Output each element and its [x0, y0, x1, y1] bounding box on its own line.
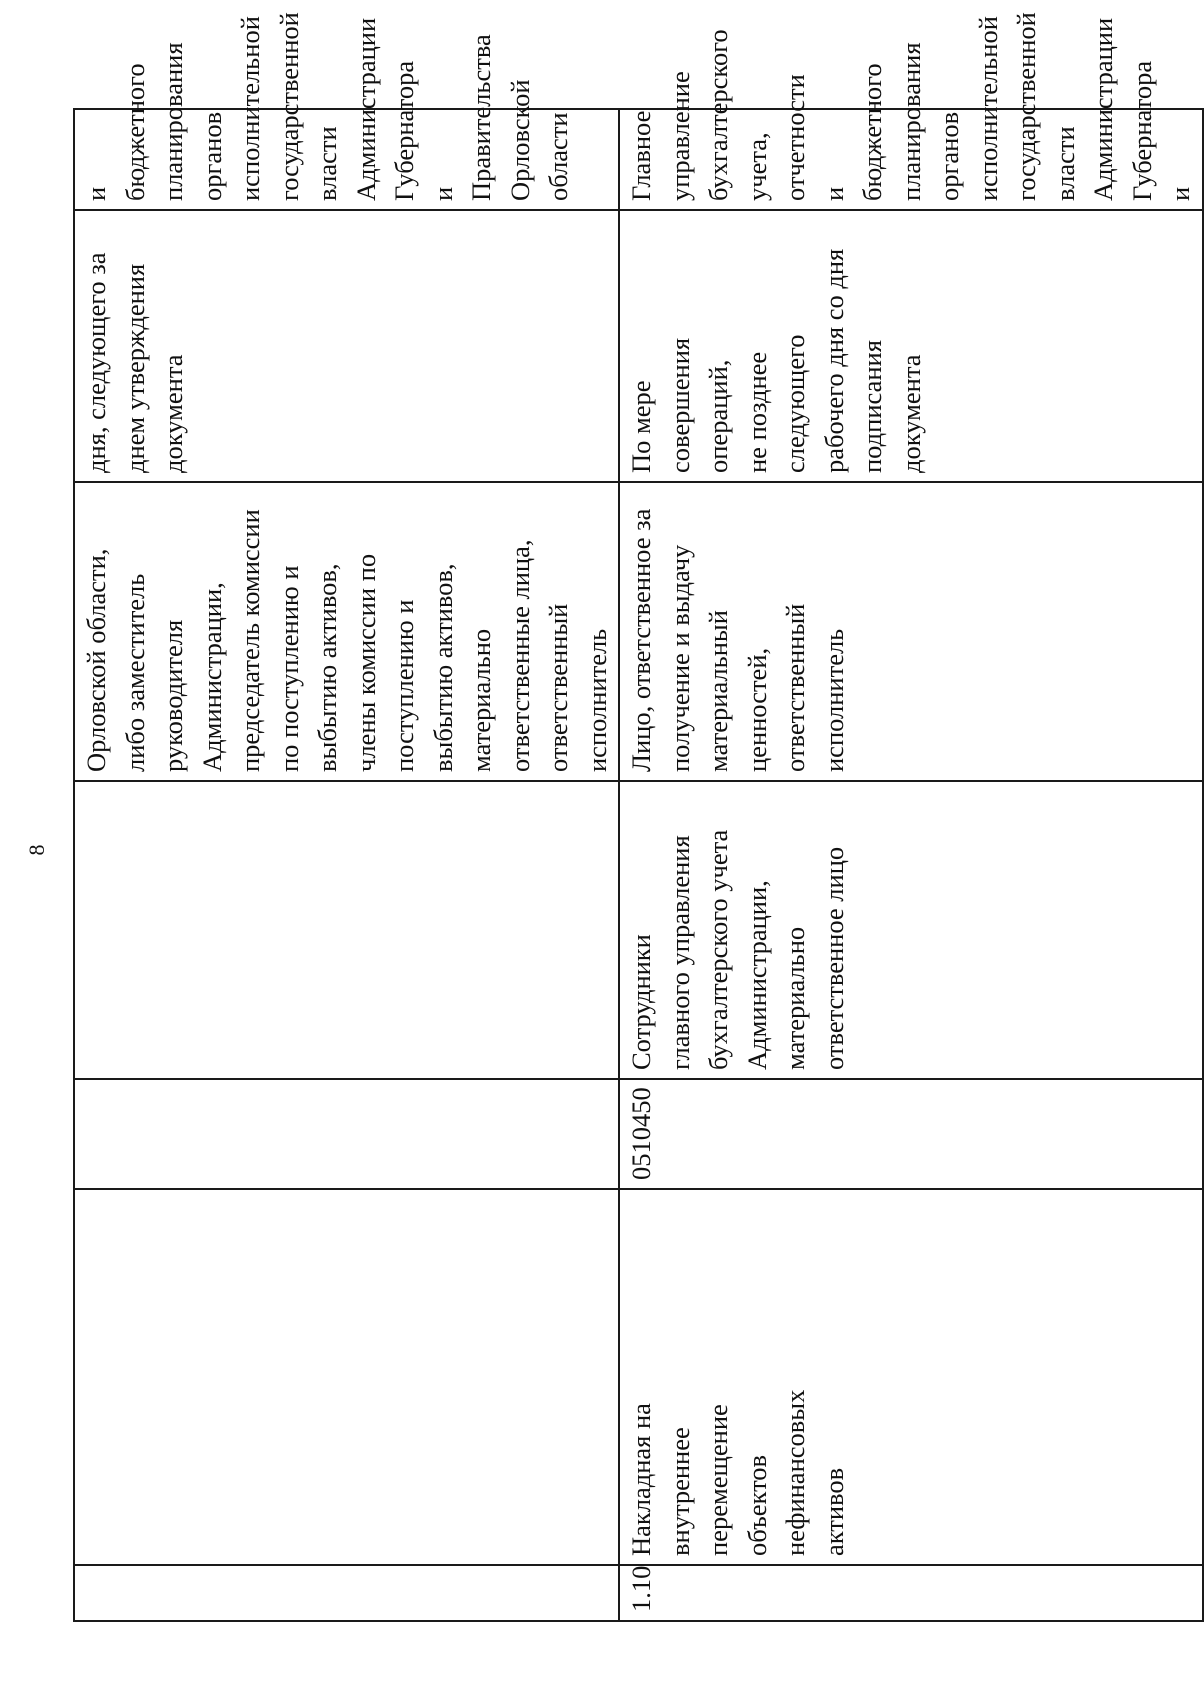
rotated-table-container	[73, 12, 1195, 1622]
row-number-cell: 1.10	[619, 1565, 1203, 1621]
table-row	[74, 109, 619, 1621]
row-number-cell	[74, 1565, 619, 1621]
page-number: 8	[24, 844, 49, 856]
form-code-cell: 0510450	[619, 1079, 1203, 1189]
employees-cell	[74, 781, 619, 1079]
signers-cell: Орловской области, либо заместитель руководителя Администрации, председатель комиссии по поступлению и выбытию активов, члены комиссии по поступлению и выбытию активов, материально ответственные лица, ответственный исполнитель	[74, 482, 619, 781]
signers-cell: Лицо, ответственное за получение и выдачу материальный ценностей, ответственный исполнитель	[619, 482, 1203, 781]
document-name-cell: Накладная на внутреннее перемещение объектов нефинансовых активов	[619, 1189, 1203, 1565]
document-name-cell	[74, 1189, 619, 1565]
employees-cell: Сотрудники главного управления бухгалтерского учета Администрации, материально ответственное лицо	[619, 781, 1203, 1079]
deadline-cell: дня, следующего за днем утверждения документа	[74, 210, 619, 482]
document-table	[73, 12, 1204, 1622]
recipient-cell: Главное управление бухгалтерского учета, отчетности и бюджетного планирования органов исполнительной государственной власти Администрации Губернатора и	[619, 109, 1203, 210]
form-code-cell	[74, 1079, 619, 1189]
recipient-cell: и бюджетного планирования органов исполнительной государственной власти Администрации Губернатора и Правительства Орловской области	[74, 109, 619, 210]
table-row	[619, 109, 1203, 1621]
deadline-cell: По мере совершения операций, не позднее следующего рабочего дня со дня подписания документа	[619, 210, 1203, 482]
